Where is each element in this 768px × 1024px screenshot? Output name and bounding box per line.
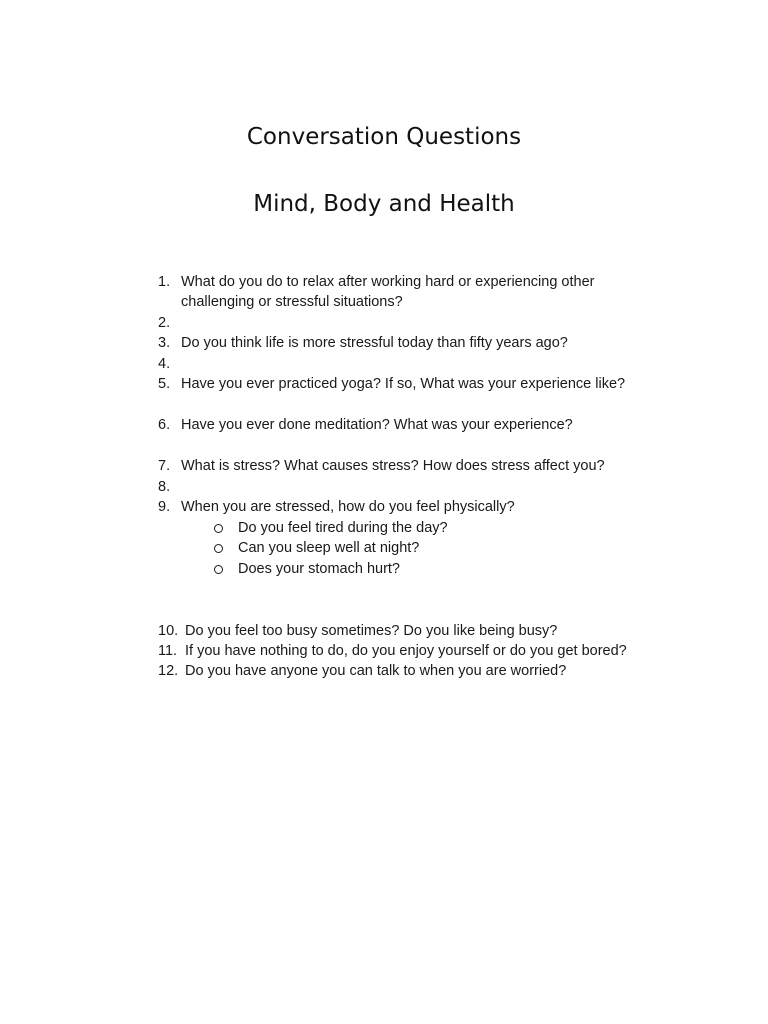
question-number: 10. — [158, 623, 179, 639]
question-number: 12. — [158, 663, 179, 679]
hollow-circle-bullet-icon — [214, 524, 223, 533]
question-number: 2. — [158, 315, 171, 331]
question-number: 9. — [158, 499, 171, 515]
hollow-circle-bullet-icon — [214, 565, 223, 574]
sub-question-text: Can you sleep well at night? — [238, 540, 420, 556]
question-text: Have you ever done meditation? What was your experience? — [181, 417, 573, 433]
question-number: 1. — [158, 274, 171, 290]
question-number: 5. — [158, 376, 171, 392]
question-number: 3. — [158, 335, 171, 351]
hollow-circle-bullet-icon — [214, 544, 223, 553]
sub-question-text: Does your stomach hurt? — [238, 561, 400, 577]
question-text: What is stress? What causes stress? How does stress affect you? — [181, 458, 605, 474]
question-number: 7. — [158, 458, 171, 474]
question-text: Have you ever practiced yoga? If so, What was your experience like? — [181, 376, 626, 392]
question-number: 8. — [158, 479, 171, 495]
question-number: 4. — [158, 356, 171, 372]
question-text: What do you do to relax after working hard or experiencing other — [181, 274, 595, 290]
question-text: If you have nothing to do, do you enjoy yourself or do you get bored? — [185, 643, 627, 659]
question-text-continued: challenging or stressful situations? — [181, 294, 403, 310]
question-text: When you are stressed, how do you feel physically? — [181, 499, 515, 515]
question-text: Do you have anyone you can talk to when you are worried? — [185, 663, 567, 679]
sub-question-text: Do you feel tired during the day? — [238, 520, 448, 536]
document-title: Conversation Questions — [246, 124, 522, 150]
document-subtitle: Mind, Body and Health — [253, 191, 515, 217]
question-number: 6. — [158, 417, 171, 433]
question-number: 11. — [158, 643, 178, 659]
question-text: Do you feel too busy sometimes? Do you like being busy? — [185, 623, 558, 639]
question-text: Do you think life is more stressful today than fifty years ago? — [181, 335, 568, 351]
